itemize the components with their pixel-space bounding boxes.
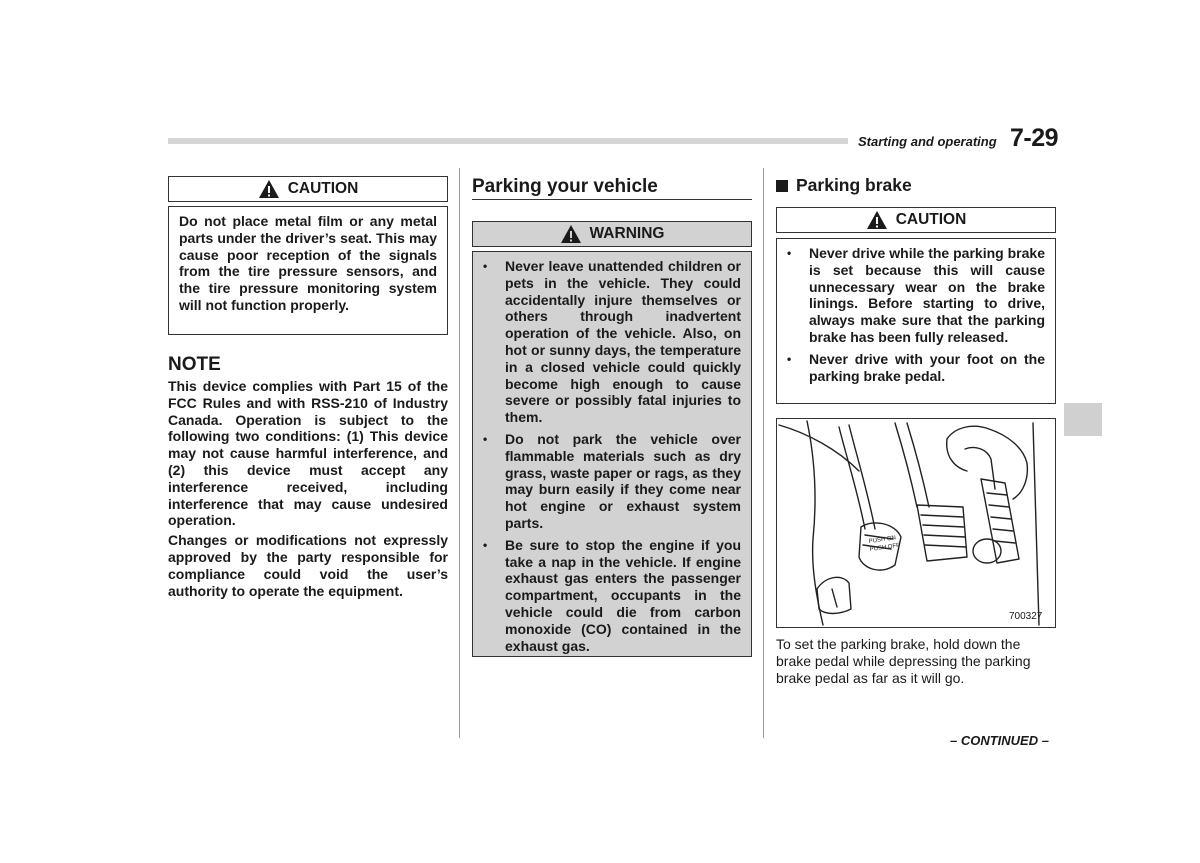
caution-label-text: CAUTION [895, 211, 967, 228]
list-item: • Never drive while the parking brake is set because this will cause unnecessary wear on the brake linings. Before starting to drive, always make sure that the parking brake has been fully released. [777, 245, 1045, 346]
note-paragraph-2: Changes or modifications not expressly approved by the party responsible for compliance could void the user’s authority to operate the equipment. [168, 532, 448, 599]
caution-box [776, 238, 1056, 404]
column-divider [763, 168, 764, 738]
warning-label [472, 221, 752, 247]
parking-brake-instructions: To set the parking brake, hold down the brake pedal while depressing the parking brake pedal as far as it will go. [776, 636, 1031, 686]
continued-label: – CONTINUED – [950, 733, 1049, 748]
pedal-illustration [776, 418, 1056, 628]
list-item: • Do not park the vehicle over flammable materials such as dry grass, waste paper or rags, as they may burn easily if they come near hot engine or exhaust system parts. [473, 431, 741, 532]
page-number: 7-29 [1010, 124, 1059, 152]
section-name: Starting and operating [858, 134, 997, 149]
caution-box [168, 206, 448, 335]
warning-box [472, 251, 752, 657]
warning-triangle-icon [560, 224, 582, 244]
parking-brake-heading-text: Parking brake [796, 175, 912, 195]
warning-triangle-icon [866, 210, 888, 230]
list-item: • Be sure to stop the engine if you take a nap in the vehicle. If engine exhaust gas enters the passenger compartment, occupants in the vehicle could die from carbon monoxide (CO) contained in the exhaust gas. [473, 537, 741, 655]
note-paragraph-1: This device complies with Part 15 of the FCC Rules and with RSS-210 of Industry Canada. Operation is subject to the following two conditions: (1) This device may not cause harmful interference, and (2) this device must accept any interference received, including interference that may cause undesired operation. [168, 378, 448, 529]
header-rule [168, 138, 848, 144]
caution-label [168, 176, 448, 202]
caution-text: Do not place metal film or any metal parts under the driver’s seat. This may cause poor reception of the signals from the tire pressure sensors, and the tire pressure monitoring system will not function properly. [179, 213, 437, 313]
warning-list [473, 258, 741, 654]
note-heading: NOTE [168, 354, 221, 375]
pedal-label-line2: PUSH OFF [869, 542, 901, 553]
figure-id: 700327 [1009, 611, 1043, 622]
warning-triangle-icon [258, 179, 280, 199]
square-bullet-icon [776, 180, 788, 192]
column-divider [459, 168, 460, 738]
pedal-drawing [777, 419, 1055, 627]
chapter-tab [1064, 403, 1102, 436]
caution-label-text: CAUTION [287, 180, 359, 197]
warning-label-text: WARNING [589, 225, 665, 242]
caution-label [776, 207, 1056, 233]
note-body [168, 378, 448, 602]
pedal-label-line1: PUSH ON [868, 535, 897, 545]
list-item: • Never leave unattended children or pets in the vehicle. They could accidentally injure themselves or others through inadvertent operation of the vehicle. Also, on hot or sunny days, the temperature in a closed vehicle could quickly become high enough to cause severe or possibly fatal injuries to them. [473, 258, 741, 426]
heading-rule [472, 199, 752, 200]
list-item: • Never drive with your foot on the parking brake pedal. [777, 351, 1045, 385]
parking-brake-heading [776, 175, 912, 196]
caution-list [777, 245, 1045, 384]
parking-vehicle-heading: Parking your vehicle [472, 176, 658, 197]
